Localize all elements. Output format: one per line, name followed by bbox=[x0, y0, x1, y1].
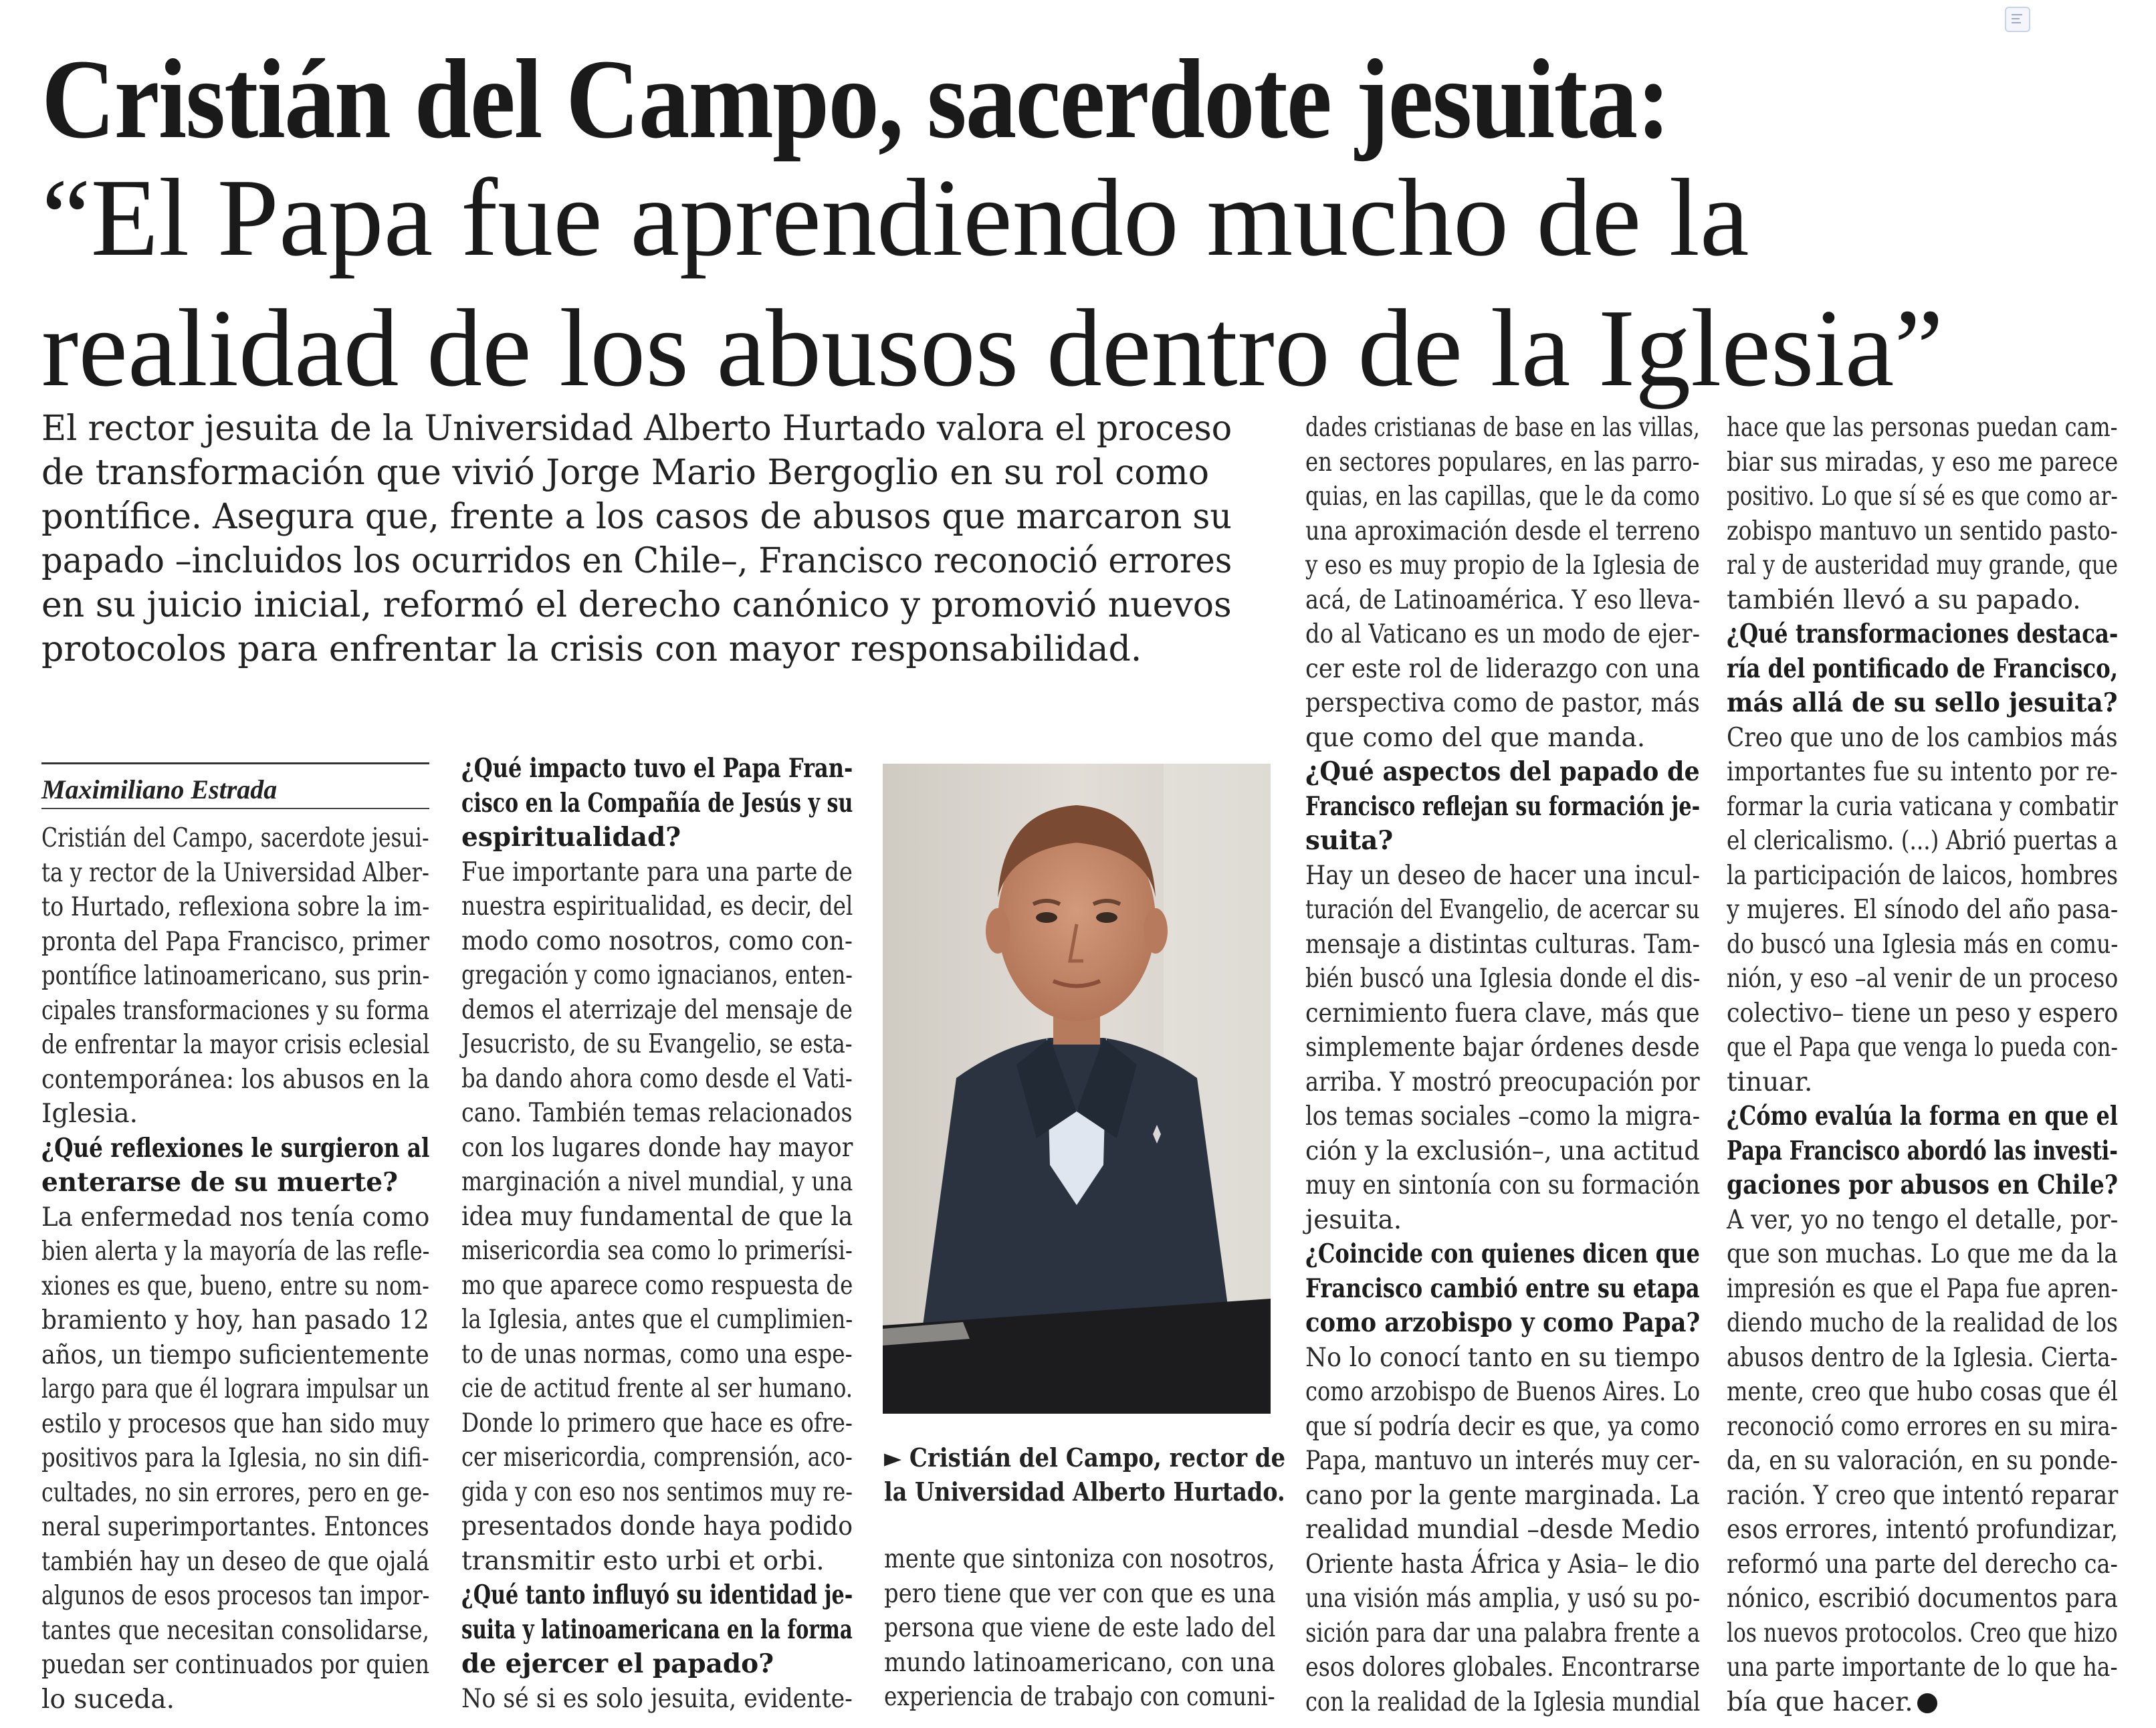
text-line: positivos para la Iglesia, no sin difi- bbox=[41, 1443, 429, 1473]
text-line: to de unas normas, como una espe- bbox=[461, 1339, 853, 1370]
text-line: xiones es que, bueno, entre su nom- bbox=[41, 1271, 429, 1301]
text-line: bién buscó una Iglesia donde el dis- bbox=[1305, 964, 1701, 994]
article-column-2 bbox=[461, 752, 853, 1716]
text-line: hace que las personas puedan cam- bbox=[1727, 413, 2118, 443]
text-line: mente, creo que hubo cosas que él bbox=[1727, 1377, 2118, 1407]
text-line: que como del que manda. bbox=[1305, 722, 1646, 753]
text-line: modo como nosotros, como con- bbox=[461, 926, 853, 956]
text-line: cie de actitud frente al ser humano. bbox=[461, 1374, 853, 1404]
text-line: ración. Y creo que intentó reparar bbox=[1727, 1480, 2119, 1511]
text-line: presentados donde haya podido bbox=[461, 1511, 853, 1541]
text-line: de enfrentar la mayor crisis eclesial bbox=[41, 1030, 430, 1060]
text-line: estilo y procesos que han sido muy bbox=[41, 1408, 429, 1439]
text-line: pronta del Papa Francisco, primer bbox=[41, 926, 430, 957]
text-line: diendo mucho de la realidad de los bbox=[1727, 1308, 2118, 1338]
question-line: Papa Francisco abordó las investi- bbox=[1727, 1135, 2118, 1166]
text-line: una aproximación desde el terreno bbox=[1305, 516, 1701, 546]
text-line: la participación de laicos, hombres bbox=[1727, 860, 2119, 891]
text-line: neral superimportantes. Entonces bbox=[41, 1512, 429, 1542]
text-line: el clericalismo. (...) Abrió puertas a bbox=[1727, 826, 2118, 856]
question-line: ¿Qué transformaciones destaca- bbox=[1727, 619, 2119, 649]
text-line: abusos dentro de la Iglesia. Cierta- bbox=[1727, 1342, 2118, 1373]
article-column-4 bbox=[1305, 411, 1700, 1719]
text-line: Iglesia. bbox=[41, 1099, 138, 1129]
portrait-illustration bbox=[883, 764, 1271, 1414]
text-line: mente que sintoniza con nosotros, bbox=[884, 1544, 1275, 1574]
text-line: to Hurtado, reflexiona sobre la im- bbox=[41, 892, 430, 922]
text-line: cultades, no sin errores, pero en ge- bbox=[41, 1477, 429, 1508]
text-line: gregación y como ignacianos, enten- bbox=[461, 960, 853, 990]
text-line: colectivo– tiene un peso y espero bbox=[1727, 998, 2119, 1029]
lead-line: papado –incluidos los ocurridos en Chile–, Francisco reconoció errores bbox=[41, 541, 1232, 581]
question-line: enterarse de su muerte? bbox=[41, 1167, 398, 1198]
text-line: cer misericordia, comprensión, aco- bbox=[461, 1442, 853, 1473]
text-line: bramiento y hoy, han pasado 12 bbox=[41, 1305, 429, 1335]
byline: Maximiliano Estrada bbox=[41, 762, 429, 805]
text-line: y mujeres. El sínodo del año pasa- bbox=[1727, 895, 2119, 925]
text-line: transmitir esto urbi et orbi. bbox=[461, 1545, 825, 1576]
text-line: idea muy fundamental de que la bbox=[461, 1201, 853, 1232]
text-line: ba dando ahora como desde el Vati- bbox=[461, 1063, 853, 1094]
text-line: pero tiene que ver con que es una bbox=[884, 1578, 1276, 1609]
text-line: en sectores populares, en las parro- bbox=[1305, 447, 1700, 477]
quote-line: “El Papa fue aprendiendo mucho de la bbox=[41, 156, 1749, 279]
text-line: que el Papa que venga lo pueda con- bbox=[1727, 1033, 2119, 1063]
text-line: realidad mundial –desde Medio bbox=[1305, 1515, 1701, 1545]
text-line: también hay un deseo de que ojalá bbox=[41, 1546, 429, 1577]
text-line: Fue importante para una parte de bbox=[461, 857, 853, 887]
text-line: dades cristianas de base en las villas, bbox=[1305, 413, 1700, 443]
article-column-5 bbox=[1727, 411, 2118, 1719]
end-of-article-icon bbox=[1917, 1693, 1937, 1713]
text-line: impresión es que el Papa fue apren- bbox=[1727, 1273, 2119, 1304]
text-line: biar sus miradas, y eso me parece bbox=[1727, 447, 2119, 477]
text-line: con la realidad de la Iglesia mundial bbox=[1305, 1687, 1701, 1717]
quote-line: realidad de los abusos dentro de la Iglesia” bbox=[41, 286, 1944, 409]
caption-line: la Universidad Alberto Hurtado. bbox=[884, 1477, 1285, 1507]
question-line: cisco en la Compañía de Jesús y su bbox=[461, 787, 853, 819]
text-line: acá, de Latinoamérica. Y eso lleva- bbox=[1305, 584, 1701, 615]
text-line: misericordia sea como lo primerísi- bbox=[461, 1236, 853, 1266]
text-line: da, en su valoración, en su ponde- bbox=[1727, 1446, 2118, 1476]
text-line: Hay un deseo de hacer una incul- bbox=[1305, 860, 1701, 891]
text-line: No sé si es solo jesuita, evidente- bbox=[461, 1683, 853, 1714]
text-line: jesuita. bbox=[1305, 1204, 1402, 1235]
text-line: marginación a nivel mundial, y una bbox=[461, 1167, 853, 1197]
text-line: nuestra espiritualidad, es decir, del bbox=[461, 891, 853, 922]
question-line: ¿Cómo evalúa la forma en que el bbox=[1727, 1101, 2119, 1131]
text-line: largo para que él lograra impulsar un bbox=[41, 1374, 429, 1404]
text-line: con los lugares donde hay mayor bbox=[461, 1132, 853, 1163]
text-line: esos errores, intentó profundizar, bbox=[1727, 1515, 2119, 1545]
text-line: Creo que uno de los cambios más bbox=[1727, 722, 2118, 753]
text-line: importantes fue su intento por re- bbox=[1727, 757, 2118, 787]
text-line: perspectiva como de pastor, más bbox=[1305, 688, 1700, 718]
text-line: persona que viene de este lado del bbox=[884, 1613, 1276, 1643]
question-line: ¿Qué aspectos del papado de bbox=[1305, 756, 1700, 787]
text-line: bien alerta y la mayoría de las refle- bbox=[41, 1236, 430, 1267]
question-line: gaciones por abusos en Chile? bbox=[1727, 1170, 2119, 1200]
text-line: cano. También temas relacionados bbox=[461, 1098, 853, 1128]
lead-line: pontífice. Asegura que, frente a los casos de abusos que marcaron su bbox=[41, 497, 1232, 537]
text-line: turación del Evangelio, de acercar su bbox=[1305, 895, 1700, 925]
text-line: Jesucristo, de su Evangelio, se esta- bbox=[461, 1029, 853, 1059]
text-line: Cristián del Campo, sacerdote jesui- bbox=[41, 823, 429, 853]
article-column-1 bbox=[41, 821, 429, 1717]
question-line: suita? bbox=[1305, 825, 1394, 856]
question-line: ¿Qué reflexiones le surgieron al bbox=[41, 1132, 430, 1164]
text-line: nión, y eso –al venir de un proceso bbox=[1727, 964, 2119, 994]
text-line: formar la curia vaticana y combatir bbox=[1727, 791, 2118, 822]
caption-line: ► Cristián del Campo, rector de bbox=[884, 1442, 1286, 1473]
text-line: cano por la gente marginada. La bbox=[1305, 1480, 1700, 1511]
text-line: bía que hacer. bbox=[1727, 1685, 2118, 1720]
text-line: algunos de esos procesos tan impor- bbox=[41, 1581, 430, 1611]
text-line: también llevó a su papado. bbox=[1727, 584, 2081, 615]
text-line: mo que aparece como respuesta de bbox=[461, 1270, 853, 1301]
question-line: Francisco cambió entre su etapa bbox=[1305, 1273, 1700, 1304]
text-line: Oriente hasta África y Asia– le dio bbox=[1305, 1549, 1700, 1580]
text-line: do al Vaticano es un modo de ejer- bbox=[1305, 619, 1700, 649]
text-line: sición para dar una palabra frente a bbox=[1305, 1618, 1701, 1648]
text-line: una parte importante de lo que ha- bbox=[1727, 1652, 2118, 1683]
text-line: quias, en las capillas, que le da como bbox=[1305, 481, 1700, 512]
text-line: ta y rector de la Universidad Alber- bbox=[41, 857, 429, 888]
question-line: ¿Coincide con quienes dicen que bbox=[1305, 1238, 1700, 1269]
text-line: que son muchas. Lo que me da la bbox=[1727, 1239, 2118, 1269]
text-line: puedan ser continuados por quien bbox=[41, 1650, 430, 1680]
text-line: contemporánea: los abusos en la bbox=[41, 1064, 430, 1095]
text-line: A ver, yo no tengo el detalle, por- bbox=[1727, 1204, 2119, 1235]
photo-caption bbox=[884, 1440, 1285, 1509]
question-line: espiritualidad? bbox=[461, 822, 681, 853]
headline: Cristián del Campo, sacerdote jesuita: bbox=[41, 36, 1670, 162]
question-line: suita y latinoamericana en la forma bbox=[461, 1614, 853, 1645]
question-line: Francisco reflejan su formación je- bbox=[1305, 790, 1701, 822]
lead-line: de transformación que vivió Jorge Mario Bergoglio en su rol como bbox=[41, 453, 1210, 493]
text-line: ción y la exclusión–, una actitud bbox=[1305, 1136, 1700, 1166]
text-line: Donde lo primero que hace es ofre- bbox=[461, 1408, 853, 1438]
text-line: muy en sintonía con su formación bbox=[1305, 1170, 1701, 1200]
lead-line: en su juicio inicial, reformó el derecho canónico y promovió nuevos bbox=[41, 585, 1232, 625]
text-line: nónico, escribió documentos para bbox=[1727, 1584, 2118, 1614]
text-line: reconoció como errores en su mira- bbox=[1727, 1411, 2118, 1442]
text-line: Papa, mantuvo un interés muy cer- bbox=[1305, 1446, 1701, 1476]
text-line: una visión más amplia, y usó su po- bbox=[1305, 1584, 1701, 1614]
text-line: que sí podría decir es que, ya como bbox=[1305, 1411, 1700, 1442]
text-line: cipales transformaciones y su forma bbox=[41, 995, 430, 1026]
text-line: lo suceda. bbox=[41, 1684, 175, 1715]
question-line: de ejercer el papado? bbox=[461, 1648, 774, 1679]
lead-line: El rector jesuita de la Universidad Alberto Hurtado valora el proceso bbox=[41, 409, 1232, 449]
question-line: ¿Qué tanto influyó su identidad je- bbox=[461, 1580, 853, 1610]
text-line: gida y con eso nos sentimos muy re- bbox=[461, 1477, 853, 1507]
text-line: demos el aterrizaje del mensaje de bbox=[461, 994, 853, 1025]
headline-quote bbox=[41, 152, 2115, 413]
question-line: como arzobispo y como Papa? bbox=[1305, 1307, 1701, 1338]
text-line: No lo conocí tanto en su tiempo bbox=[1305, 1342, 1701, 1373]
text-line: tantes que necesitan consolidarse, bbox=[41, 1615, 430, 1646]
portrait-photo bbox=[883, 764, 1271, 1414]
byline-divider bbox=[41, 808, 429, 809]
text-line: y eso es muy propio de la Iglesia de bbox=[1305, 550, 1700, 580]
lead-line: protocolos para enfrentar la crisis con mayor responsabilidad. bbox=[41, 629, 1142, 669]
article-column-3 bbox=[884, 1542, 1275, 1715]
text-line: años, un tiempo suficientemente bbox=[41, 1339, 429, 1370]
text-line: mensaje a distintas culturas. Tam- bbox=[1305, 929, 1701, 960]
text-line: los nuevos protocolos. Creo que hizo bbox=[1727, 1618, 2118, 1648]
question-line: ¿Qué impacto tuvo el Papa Fran- bbox=[461, 753, 853, 784]
text-line: como arzobispo de Buenos Aires. Lo bbox=[1305, 1377, 1701, 1407]
text-line: esos dolores globales. Encontrarse bbox=[1305, 1652, 1701, 1683]
text-line: la Iglesia, antes que el cumplimien- bbox=[461, 1305, 853, 1335]
question-line: más allá de su sello jesuita? bbox=[1727, 687, 2118, 718]
text-line: arriba. Y mostró preocupación por bbox=[1305, 1067, 1700, 1097]
text-line: tinuar. bbox=[1727, 1067, 1813, 1097]
text-line: los temas sociales –como la migra- bbox=[1305, 1101, 1701, 1131]
text-line: cer este rol de liderazgo con una bbox=[1305, 653, 1701, 684]
text-line: simplemente bajar órdenes desde bbox=[1305, 1033, 1700, 1063]
text-line: reformó una parte del derecho ca- bbox=[1727, 1549, 2118, 1580]
note-icon[interactable] bbox=[2005, 7, 2030, 32]
text-line: positivo. Lo que sí sé es que como ar- bbox=[1727, 481, 2118, 512]
text-line: zobispo mantuvo un sentido pasto- bbox=[1727, 516, 2118, 546]
text-line: ral y de austeridad muy grande, que bbox=[1727, 550, 2118, 580]
question-line: ría del pontificado de Francisco, bbox=[1727, 653, 2119, 684]
text-line: cernimiento fuera clave, más que bbox=[1305, 998, 1700, 1029]
text-line: experiencia de trabajo con comuni- bbox=[884, 1682, 1275, 1712]
text-line: pontífice latinoamericano, sus prin- bbox=[41, 961, 430, 991]
text-line: do buscó una Iglesia más en comu- bbox=[1727, 929, 2119, 960]
text-line: La enfermedad nos tenía como bbox=[41, 1202, 430, 1232]
text-line: mundo latinoamericano, con una bbox=[884, 1647, 1275, 1678]
lead-paragraph bbox=[41, 407, 1232, 671]
